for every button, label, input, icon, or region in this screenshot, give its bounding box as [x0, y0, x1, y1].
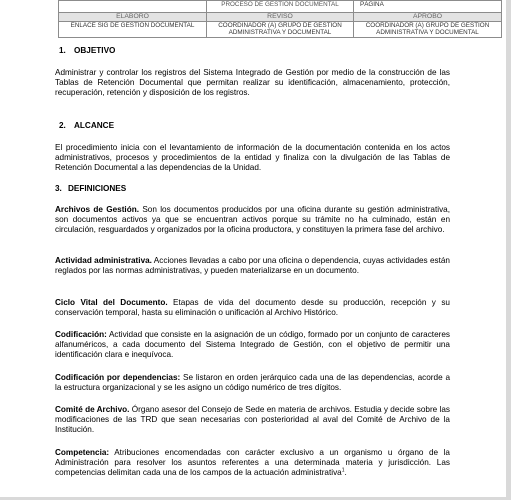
- header-top-row: [59, 1, 502, 13]
- definition-term: Competencia:: [55, 448, 110, 457]
- definition-item: [55, 405, 450, 435]
- definition-item: [55, 448, 450, 478]
- definition-term: Codificación por dependencias:: [55, 373, 181, 382]
- definition-text: Son los documentos producidos por una oficina durante su gestión administrativa, son documentos activos ya que se encuentran activos porque su trámite no ha culminado, están en circulación, resguardados y organizados por la oficina productora, y constituyen la primera fase del archivo.: [55, 205, 450, 235]
- section-number: 1.: [59, 46, 66, 55]
- definition-item: [55, 205, 450, 235]
- definition-term: Ciclo Vital del Documento.: [55, 298, 168, 307]
- definition-text: Se listaron en orden jerárquico cada una de las dependencias, acorde a la estructura organizacional y se les asigno un código numérico de tres dígitos.: [55, 373, 450, 393]
- alcance-paragraph: El procedimiento inicia con el levantamiento de información de la documentación contenida en los actos administrativos, procesos y procedimientos de la entidad y finaliza con la divulgación de las Tablas de Retención Documental a las dependencias de la Unidad.: [55, 143, 450, 173]
- section-title: ALCANCE: [74, 121, 115, 130]
- signer-reviso: COORDINADOR (A) GRUPO DE GESTIÓN ADMINISTRATIVA Y DOCUMENTAL: [207, 22, 354, 38]
- header-top-cell: [59, 1, 207, 13]
- section-title: DEFINICIONES: [68, 184, 127, 193]
- definition-text: Acciones llevadas a cabo por una oficina o dependencia, cuyas actividades están reglados por las normas administrativas, y pueden materializarse en un documento.: [55, 256, 450, 276]
- header-process-cell: PROCESO DE GESTIÓN DOCUMENTAL: [207, 1, 354, 13]
- document-header-table: [58, 0, 502, 38]
- definition-term: Comité de Archivo.: [55, 405, 130, 414]
- definition-text: Etapas de vida del documento desde su producción, recepción y su conservación temporal, hasta su eliminación o unificación al Archivo Histórico.: [55, 298, 450, 318]
- role-elaboro: ELABORÓ: [59, 13, 207, 22]
- objetivo-paragraph: Administrar y controlar los registros del Sistema Integrado de Gestión por medio de la construcción de las Tablas de Retención Documental que permitan realizar su identificación, almacenamiento, protección, recuperación, retención y disposición de los registros.: [55, 68, 450, 98]
- definition-item: [55, 330, 450, 360]
- page-edge-right: [506, 0, 511, 500]
- section-heading-alcance: [59, 121, 114, 131]
- definition-text: Actividad que consiste en la asignación de un código, formado por un conjunto de caracteres alfanuméricos, a cada documento del Sistema Integrado de Gestión, con el objetivo de permitir una identificación clara e inequívoca.: [55, 330, 450, 360]
- definition-item: [55, 256, 450, 276]
- definition-text: Atribuciones encomendadas con carácter exclusivo a un organismo u órgano de la Administración para resolver los asuntos referentes a una determinada materia y jurisdicción. Las competencias delimitan cada una de los campos de la actuación administrativa: [55, 448, 450, 478]
- header-signers-row: [59, 22, 502, 38]
- section-number: 2.: [59, 121, 66, 130]
- definition-text: Órgano asesor del Consejo de Sede en materia de archivos. Estudia y decide sobre las modificaciones de las TRD que sean necesarias con posterioridad al aval del Comité de Archivo de la Institución.: [55, 405, 451, 435]
- role-aprobo: APROBÓ: [354, 13, 502, 22]
- signer-aprobo: COORDINADOR (A) GRUPO DE GESTIÓN ADMINISTRATIVA Y DOCUMENTAL: [354, 22, 502, 38]
- definition-term: Codificación:: [55, 330, 107, 339]
- definition-item: [55, 298, 450, 318]
- definition-term: Archivos de Gestión.: [55, 205, 139, 214]
- definition-item: [55, 373, 450, 393]
- definition-term: Actividad administrativa.: [55, 256, 152, 265]
- definition-tail: .: [344, 468, 347, 478]
- section-heading-definiciones: [55, 184, 126, 194]
- header-page-cell: PÁGINA: [354, 1, 502, 13]
- role-reviso: REVISÓ: [207, 13, 354, 22]
- footnote-marker[interactable]: 1: [341, 467, 345, 474]
- signer-elaboro: ENLACE SIG DE GESTIÓN DOCUMENTAL: [59, 22, 207, 38]
- section-number: 3.: [55, 184, 62, 193]
- section-title: OBJETIVO: [74, 46, 116, 55]
- header-roles-row: [59, 13, 502, 22]
- section-heading-objetivo: [59, 46, 115, 56]
